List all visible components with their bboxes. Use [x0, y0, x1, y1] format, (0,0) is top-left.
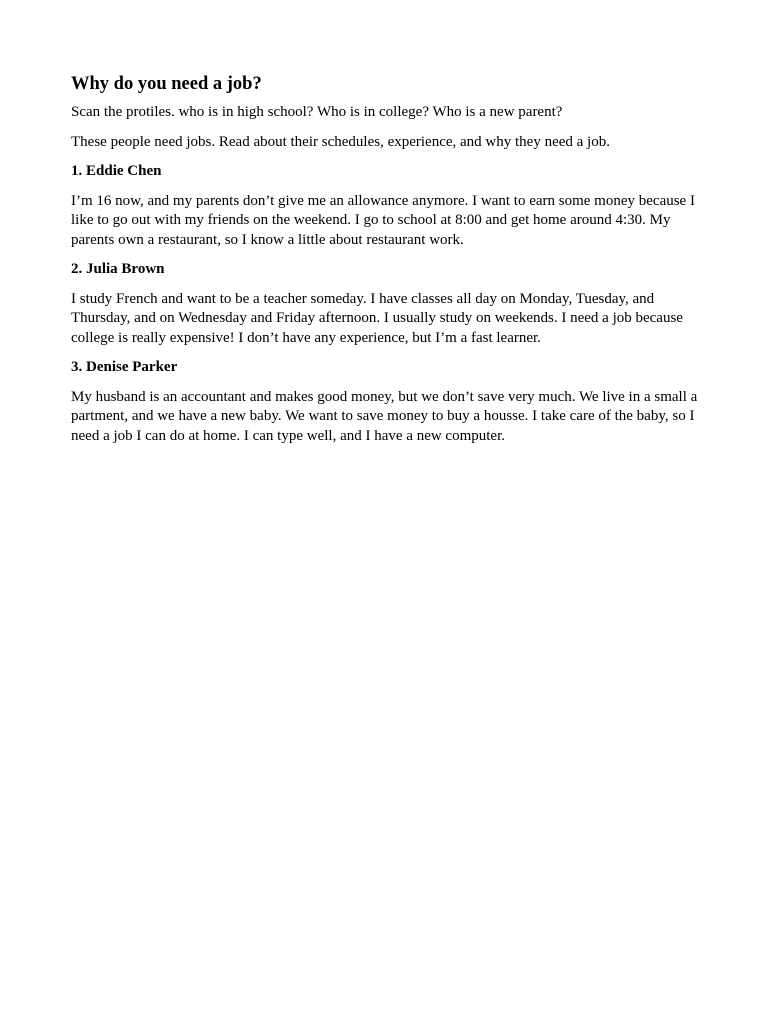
profile-denise-parker [71, 358, 707, 446]
profile-text: I’m 16 now, and my parents don’t give me an allowance anymore. I want to earn some money because I like to go out with my friends on the weekend. I go to school at 8:00 and get home around 4:30. My parents own a restaurant, so I know a little about restaurant work. [71, 192, 695, 248]
profile-heading: 1. Eddie Chen [71, 163, 162, 179]
profile-heading: 3. Denise Parker [71, 359, 178, 375]
intro-paragraph-scan: Scan the protiles. who is in high school? Who is in college? Who is a new parent? [71, 104, 563, 120]
profile-eddie-chen [71, 162, 707, 250]
intro-paragraph-instructions: These people need jobs. Read about their schedules, experience, and why they need a job. [71, 133, 610, 150]
profile-julia-brown [71, 260, 707, 348]
profile-text: I study French and want to be a teacher someday. I have classes all day on Monday, Tuesday, and Thursday, and on Wednesday and Friday afternoon. I usually study on weekends. I need a job because college is really expensive! I don’t have any experience, but I’m a fast learner. [71, 290, 683, 346]
profile-text: My husband is an accountant and makes good money, but we don’t save very much. We live in a small a partment, and we have a new baby. We want to save money to buy a housse. I take care of the baby, so I need a job I can do at home. I can type well, and I have a new computer. [71, 388, 698, 444]
document-page [71, 72, 707, 456]
page-title: Why do you need a job? [71, 74, 262, 94]
profile-heading: 2. Julia Brown [71, 261, 165, 277]
